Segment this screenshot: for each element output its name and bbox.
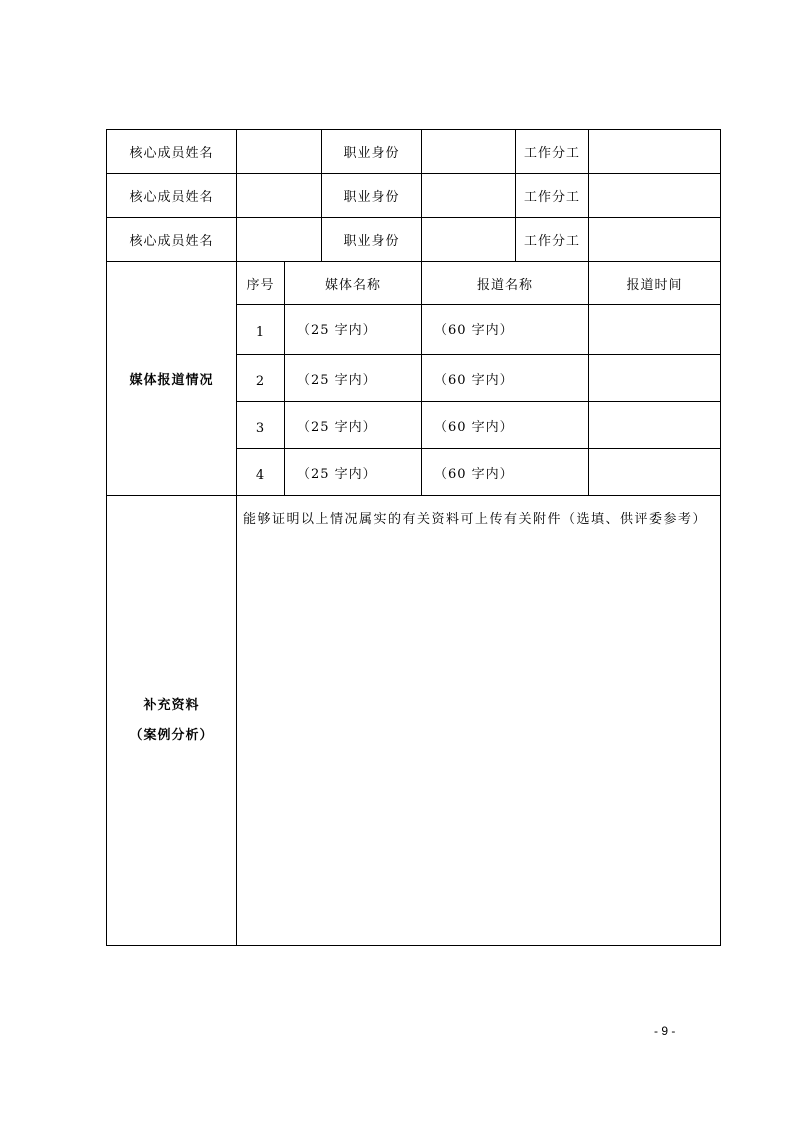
report-time-field[interactable] xyxy=(589,355,721,402)
media-row-index: 4 xyxy=(237,449,285,496)
report-name-field[interactable]: （60 字内） xyxy=(422,355,589,402)
report-name-field[interactable]: （60 字内） xyxy=(422,402,589,449)
member-role-label: 工作分工 xyxy=(516,218,589,262)
member-name-label: 核心成员姓名 xyxy=(107,174,237,218)
application-form-table xyxy=(106,129,721,946)
member-row xyxy=(107,130,721,174)
supplement-label-line2: （案例分析） xyxy=(129,727,214,743)
supplement-row xyxy=(107,496,721,946)
media-name-field[interactable]: （25 字内） xyxy=(285,449,422,496)
member-name-field[interactable] xyxy=(237,218,322,262)
media-name-field[interactable]: （25 字内） xyxy=(285,305,422,355)
member-role-field[interactable] xyxy=(589,130,721,174)
media-row-index: 2 xyxy=(237,355,285,402)
member-role-label: 工作分工 xyxy=(516,130,589,174)
media-header-index: 序号 xyxy=(237,262,285,305)
report-time-field[interactable] xyxy=(589,449,721,496)
supplement-label-line1: 补充资料 xyxy=(143,697,200,713)
member-name-label: 核心成员姓名 xyxy=(107,130,237,174)
member-row xyxy=(107,174,721,218)
media-header-row xyxy=(107,262,721,305)
report-name-field[interactable]: （60 字内） xyxy=(422,449,589,496)
member-row xyxy=(107,218,721,262)
member-job-field[interactable] xyxy=(422,218,516,262)
member-name-label: 核心成员姓名 xyxy=(107,218,237,262)
supplement-label xyxy=(107,496,237,946)
media-header-report-name: 报道名称 xyxy=(422,262,589,305)
report-time-field[interactable] xyxy=(589,402,721,449)
member-job-field[interactable] xyxy=(422,174,516,218)
media-row-index: 1 xyxy=(237,305,285,355)
media-header-media-name: 媒体名称 xyxy=(285,262,422,305)
member-name-field[interactable] xyxy=(237,130,322,174)
media-row-index: 3 xyxy=(237,402,285,449)
member-role-field[interactable] xyxy=(589,174,721,218)
media-name-field[interactable]: （25 字内） xyxy=(285,402,422,449)
member-job-label: 职业身份 xyxy=(322,174,422,218)
member-job-field[interactable] xyxy=(422,130,516,174)
member-role-label: 工作分工 xyxy=(516,174,589,218)
member-name-field[interactable] xyxy=(237,174,322,218)
member-job-label: 职业身份 xyxy=(322,218,422,262)
media-section-label: 媒体报道情况 xyxy=(107,262,237,496)
media-name-field[interactable]: （25 字内） xyxy=(285,355,422,402)
member-role-field[interactable] xyxy=(589,218,721,262)
report-time-field[interactable] xyxy=(589,305,721,355)
report-name-field[interactable]: （60 字内） xyxy=(422,305,589,355)
member-job-label: 职业身份 xyxy=(322,130,422,174)
supplement-instruction: 能够证明以上情况属实的有关资料可上传有关附件（选填、供评委参考） xyxy=(243,512,708,527)
media-header-report-time: 报道时间 xyxy=(589,262,721,305)
supplement-content-area[interactable] xyxy=(237,496,721,946)
page-number: - 9 - xyxy=(654,1024,676,1038)
